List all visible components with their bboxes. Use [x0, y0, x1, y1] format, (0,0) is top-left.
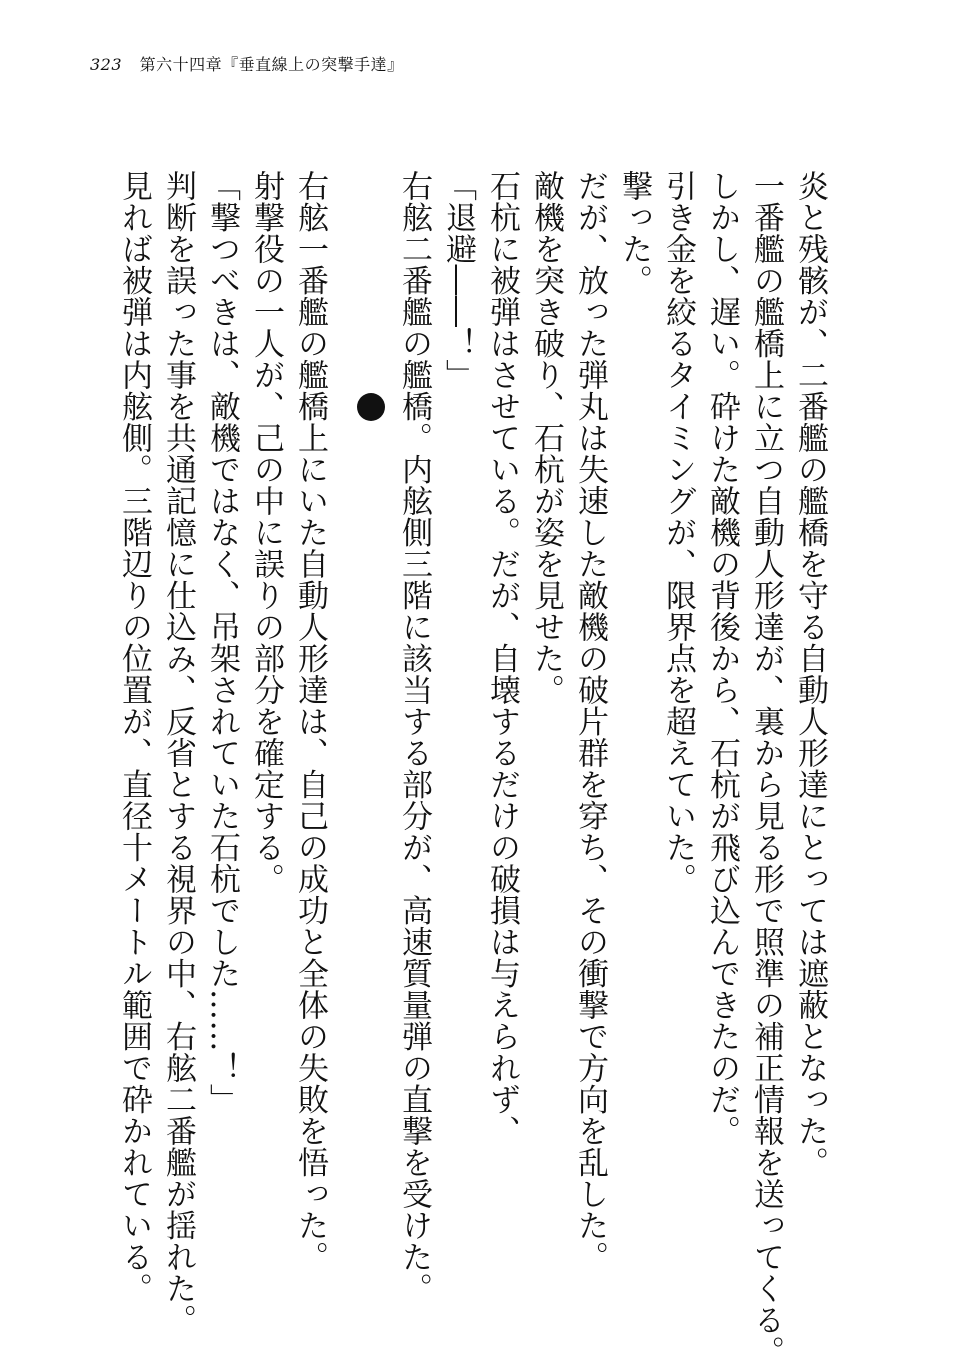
running-header — [90, 52, 404, 75]
body-text-right-block — [396, 170, 832, 1367]
text-line: 「撃つべきは、敵機ではなく、吊架されていた石杭でした……！」 — [204, 170, 240, 1115]
page-number: 323 — [90, 55, 123, 74]
text-line: 右舷一番艦の艦橋上にいた自動人形達は、自己の成功と全体の失敗を悟った。 — [292, 170, 328, 1273]
chapter-title: 第六十四章『垂直線上の突撃手達』 — [139, 55, 404, 74]
text-line: 一番艦の艦橋上に立つ自動人形達が、裏から見る形で照準の補正情報を送ってくる。 — [748, 170, 784, 1367]
text-line: 敵機を突き破り、石杭が姿を見せた。 — [528, 170, 564, 706]
text-line: 右舷二番艦の艦橋。内舷側三階に該当する部分が、高速質量弾の直撃を受けた。 — [396, 170, 432, 1304]
text-line: 見れば被弾は内舷側。三階辺りの位置が、直径十メートル範囲で砕かれている。 — [116, 170, 152, 1304]
text-line: 判断を誤った事を共通記憶に仕込み、反省とする視界の中、右舷二番艦が揺れた。 — [160, 170, 196, 1336]
text-line: 炎と残骸が、二番艦の艦橋を守る自動人形達にとっては遮蔽となった。 — [792, 170, 828, 1178]
text-line: しかし、遅い。砕けた敵機の背後から、石杭が飛び込んできたのだ。 — [704, 170, 740, 1147]
section-break-dot — [357, 393, 385, 421]
text-line: 射撃役の一人が、己の中に誤りの部分を確定する。 — [248, 170, 284, 895]
text-line: だが、放った弾丸は失速した敵機の破片群を穿ち、その衝撃で方向を乱した。 — [572, 170, 608, 1273]
text-line: 「退避――！」 — [440, 170, 476, 391]
body-text-left-block — [116, 170, 332, 1336]
text-line: 引き金を絞るタイミングが、限界点を超えていた。 — [660, 170, 696, 895]
text-line: 石杭に被弾はさせている。だが、自壊するだけの破損は与えられず、 — [484, 170, 520, 1147]
text-line: 撃った。 — [616, 170, 652, 296]
